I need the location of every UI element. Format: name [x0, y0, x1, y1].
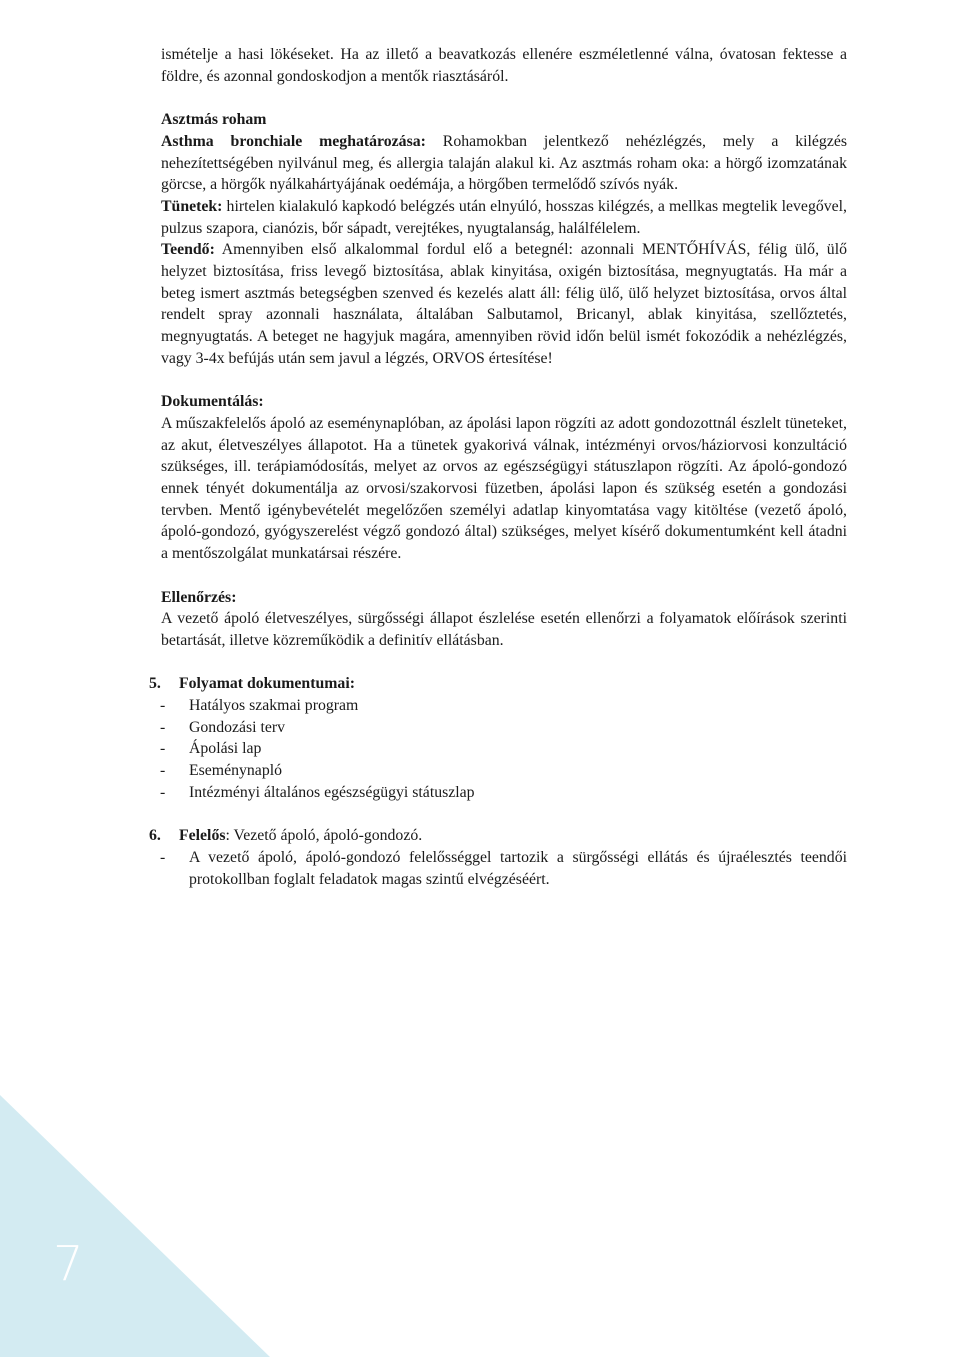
section-5 [149, 673, 847, 803]
list-item-text: Intézményi általános egészségügyi státuszlap [189, 783, 475, 801]
symptoms-label: Tünetek: [161, 197, 223, 215]
list-item-text: Hatályos szakmai program [189, 697, 359, 715]
asthma-definition [161, 131, 847, 196]
bullet-dash: - [160, 740, 166, 758]
control-heading: Ellenőrzés: [161, 588, 237, 606]
intro-paragraph: ismételje a hasi lökéseket. Ha az illető a beavatkozás ellenére eszméletlenné válna, óvatosan fektesse a földre, és azonnal gondoskodjon a mentők riasztásáról. [161, 46, 847, 85]
documentation-text: A műszakfelelős ápoló az eseménynaplóban, az ápolási lapon rögzíti az adott gondozottnál észlelt tüneteket, az akut, életveszélyes állapotot. Ha a tünetek gyakorivá válnak, intézményi orvos/háziorvosi konzultáció szükséges, ill. terápiamódosítás, melyet az orvos az egészségügyi státuszlapon rögzíti. Az ápoló-gondozó ennek tényét dokumentálja az orvosi/szakorvosi füzetben, ápolási lapon és szükség esetén a gondozási tervben. Mentő igénybevételét megelőzően személyi adatlap kinyomtatása vagy kitöltése (vezető ápoló, ápoló-gondozó, gyógyszerelést végző gondozó által) szükséges, melyet kísérő dokumentumként kell átadni a mentőszolgálat munkatársai részére. [161, 414, 847, 563]
section-6-title-rest: : Vezető ápoló, ápoló-gondozó. [225, 827, 423, 845]
section-6-title: Felelős [179, 827, 226, 845]
asthma-symptoms [161, 196, 847, 239]
document-body [149, 44, 847, 890]
list-item [149, 847, 847, 890]
section-5-title: Folyamat dokumentumai: [179, 675, 355, 693]
section-5-number: 5. [149, 675, 161, 693]
section-6-heading [149, 825, 847, 847]
bullet-dash: - [160, 762, 166, 780]
definition-text: Rohamokban jelentkező nehézlégzés, mely a kilégzés nehezítettségében nyilvánul meg, és allergia talaján alakul ki. Az asztmás roham oka: a hörgő izomzatának görcse, a hörgők nyálkahártyájának oedémája, a hörgőben termelődő szívós nyák. [161, 132, 847, 194]
list-item [149, 717, 847, 739]
bullet-dash: - [160, 718, 166, 736]
list-item-text: Eseménynapló [189, 762, 282, 780]
todo-text: Amennyiben első alkalommal fordul elő a betegnél: azonnali MENTŐHÍVÁS, félig ülő, ülő helyzet biztosítása, friss levegő biztosítása, ablak kinyitása, oxigén biztosítása, megnyugtatás. Ha már a beteg ismert asztmás betegségben szenved és kezelés alatt áll: félig ülő, ülő helyzet biztosítása, orvos által rendelt spray azonnali használata, általában Salbutamol, Bricanyl, ablak kinyitása, szellőztetés, megnyugtatás. A beteget ne hagyjuk magára, amennyiben rövid időn belül ismét fokozódik a nehézlégzés, vagy 3-4x befújás után sem javul a légzés, ORVOS értesítése! [161, 241, 847, 367]
asthma-todo [161, 239, 847, 369]
list-item [149, 782, 847, 804]
page-number: 7 [53, 1236, 84, 1292]
section-6 [149, 825, 847, 890]
control-text: A vezető ápoló életveszélyes, sürgősségi állapot észlelése esetén ellenőrzi a folyamatok előírások szerinti betartását, illetve közreműködik a definitív ellátásban. [161, 610, 847, 649]
section-6-number: 6. [149, 827, 161, 845]
section-5-heading [149, 673, 847, 695]
list-item-text: Ápolási lap [189, 740, 262, 758]
corner-decoration [0, 1095, 270, 1357]
section-5-list [149, 695, 847, 804]
list-item-text: A vezető ápoló, ápoló-gondozó felelősséggel tartozik a sürgősségi ellátás és újraélesztés teendői protokollban foglalt feladatok magas szintű elvégzéséért. [189, 848, 847, 888]
list-item [149, 760, 847, 782]
list-item-text: Gondozási terv [189, 718, 286, 736]
bullet-dash: - [160, 783, 166, 801]
asthma-heading: Asztmás roham [161, 111, 267, 129]
documentation-heading: Dokumentálás: [161, 393, 264, 411]
definition-label: Asthma bronchiale meghatározása: [161, 132, 426, 150]
list-item [149, 695, 847, 717]
symptoms-text: hirtelen kialakuló kapkodó belégzés után elnyúló, hosszas kilégzés, a mellkas megtelik levegővel, pulzus szapora, cianózis, bőr sápadt, verejtékes, nyugtalanság, halálfélelem. [161, 197, 847, 237]
todo-label: Teendő: [161, 241, 215, 259]
bullet-dash: - [160, 848, 166, 866]
bullet-dash: - [160, 697, 166, 715]
list-item [149, 738, 847, 760]
section-6-list [149, 847, 847, 890]
